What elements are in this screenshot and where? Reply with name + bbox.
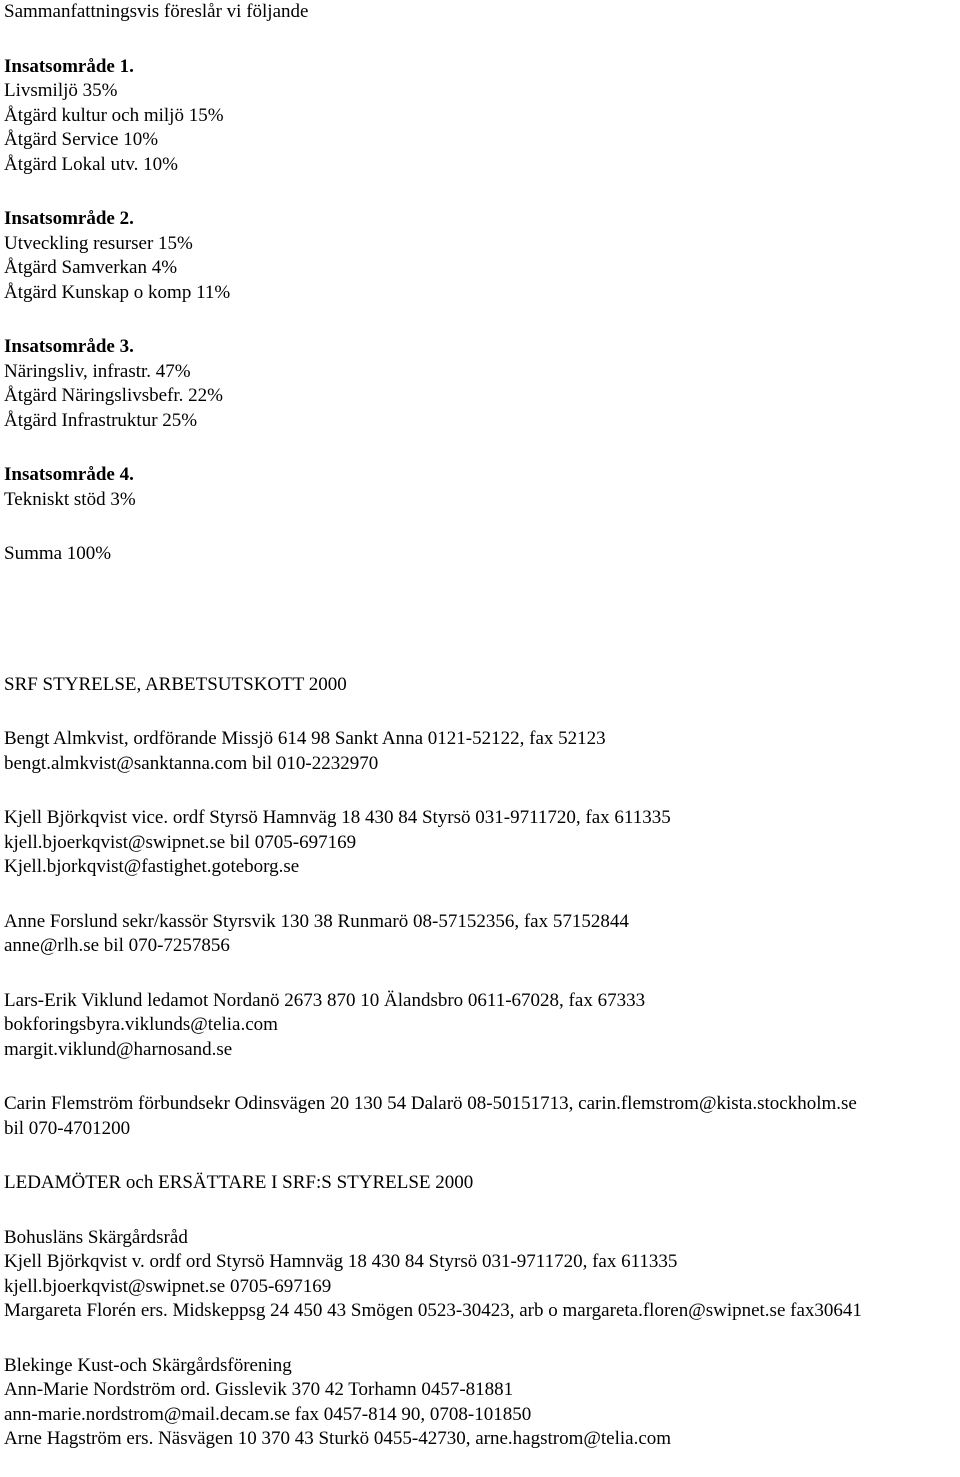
contact-line: Bengt Almkvist, ordförande Missjö 614 98 Sankt Anna 0121-52122, fax 52123 [4,728,606,749]
area-line: Åtgärd Samverkan 4% [4,257,178,278]
contact-line: Margareta Florén ers. Midskeppsg 24 450 43 Smögen 0523-30423, arb o margareta.floren@swipnet.se fax30641 [4,1300,862,1321]
area-line: Åtgärd Kunskap o komp 11% [4,281,231,303]
contact-line: anne@rlh.se bil 070-7257856 [4,935,230,956]
contact-line: Anne Forslund sekr/kassör Styrsvik 130 38 Runmarö 08-57152356, fax 57152844 [4,910,629,932]
area-line: Tekniskt stöd 3% [4,488,136,510]
contact-line: bokforingsbyra.viklunds@telia.com [4,1014,278,1035]
contact-line: Carin Flemström förbundsekr Odinsvägen 20 130 54 Dalarö 08-50151713, carin.flemstrom@kista.stockholm.se [4,1093,857,1114]
contact-line: kjell.bjoerkqvist@swipnet.se 0705-697169 [4,1275,332,1297]
area-line: Utveckling resurser 15% [4,232,193,254]
contact-line: bil 070-4701200 [4,1117,131,1139]
area-heading: Insatsområde 2. [4,208,134,229]
area-line: Åtgärd Infrastruktur 25% [4,409,198,431]
board-title: SRF STYRELSE, ARBETSUTSKOTT 2000 [4,673,347,695]
area-heading: Insatsområde 1. [4,55,134,77]
contact-line: Ann-Marie Nordström ord. Gisslevik 370 42 Torhamn 0457-81881 [4,1379,514,1400]
member-group-1 [4,1226,956,1324]
area-4 [4,463,956,512]
area-line: Näringsliv, infrastr. 47% [4,360,191,382]
intro-text: Sammanfattningsvis föreslår vi följande [4,1,309,22]
contact-line: Kjell Björkqvist v. ordf ord Styrsö Hamnväg 18 430 84 Styrsö 031-9711720, fax 611335 [4,1251,678,1272]
board-member-3 [4,910,956,959]
board-member-1 [4,727,956,776]
contact-line: bengt.almkvist@sanktanna.com bil 010-2232970 [4,752,379,774]
member-group-2 [4,1354,956,1452]
area-heading: Insatsområde 3. [4,336,134,357]
area-heading: Insatsområde 4. [4,464,134,485]
area-line: Åtgärd kultur och miljö 15% [4,104,224,126]
area-3 [4,335,956,433]
members-title: LEDAMÖTER och ERSÄTTARE I SRF:S STYRELSE 2000 [4,1172,474,1193]
board-member-5 [4,1092,956,1141]
contact-line: margit.viklund@harnosand.se [4,1038,233,1060]
board-member-4 [4,989,956,1063]
group-name: Bohusläns Skärgårdsråd [4,1226,188,1248]
contact-line: Kjell.bjorkqvist@fastighet.goteborg.se [4,856,300,877]
area-line: Åtgärd Näringslivsbefr. 22% [4,385,223,406]
board-member-2 [4,806,956,880]
group-name: Blekinge Kust-och Skärgårdsförening [4,1354,292,1376]
area-1 [4,55,956,178]
area-line: Livsmiljö 35% [4,80,118,101]
sum-text: Summa 100% [4,543,112,564]
contact-line: Kjell Björkqvist vice. ordf Styrsö Hamnväg 18 430 84 Styrsö 031-9711720, fax 611335 [4,807,671,828]
area-line: Åtgärd Service 10% [4,129,159,150]
area-2 [4,207,956,305]
area-line: Åtgärd Lokal utv. 10% [4,153,178,175]
contact-line: kjell.bjoerkqvist@swipnet.se bil 0705-697169 [4,831,357,853]
contact-line: Arne Hagström ers. Näsvägen 10 370 43 Sturkö 0455-42730, arne.hagstrom@telia.com [4,1428,672,1449]
contact-line: Lars-Erik Viklund ledamot Nordanö 2673 870 10 Älandsbro 0611-67028, fax 67333 [4,989,646,1011]
contact-line: ann-marie.nordstrom@mail.decam.se fax 0457-814 90, 0708-101850 [4,1403,532,1425]
